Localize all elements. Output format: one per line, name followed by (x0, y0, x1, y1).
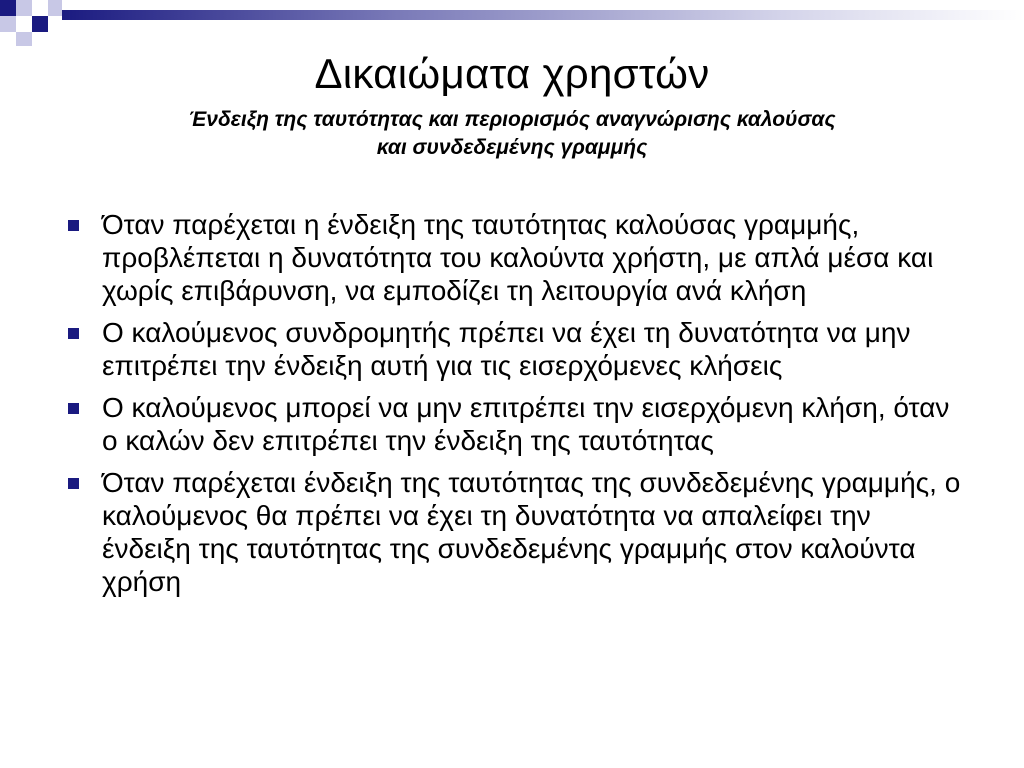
bullet-text: Ο καλούμενος μπορεί να μην επιτρέπει την εισερχόμενη κλήση, όταν ο καλών δεν επιτρέπει την ένδειξη της ταυτότητας (102, 392, 950, 456)
slide-subtitle (0, 106, 1024, 162)
subtitle-line: και συνδεδεμένης γραμμής (376, 136, 648, 159)
bullet-list (64, 208, 964, 607)
gradient-stripe (60, 10, 1024, 20)
bullet-item (64, 391, 964, 457)
top-decoration-band (0, 0, 1024, 48)
square-bullet-icon (68, 478, 79, 489)
square-bullet-icon (68, 403, 79, 414)
square-bullet-icon (68, 328, 79, 339)
bullet-text: Ο καλούμενος συνδρομητής πρέπει να έχει τη δυνατότητα να μην επιτρέπει την ένδειξη αυτή για τις εισερχόμενες κλήσεις (102, 317, 911, 381)
bullet-item (64, 208, 964, 307)
subtitle-line: Ένδειξη της ταυτότητας και περιορισμός αναγνώρισης καλούσας (188, 108, 836, 131)
bullet-item (64, 466, 964, 598)
slide-title: Δικαιώματα χρηστών (314, 50, 710, 97)
bullet-item (64, 316, 964, 382)
checkered-squares-decoration (0, 0, 62, 46)
bullet-text: Όταν παρέχεται η ένδειξη της ταυτότητας καλούσας γραμμής, προβλέπεται η δυνατότητα του καλούντα χρήστη, με απλά μέσα και χωρίς επιβάρυνση, να εμποδίζει τη λειτουργία ανά κλήση (102, 209, 934, 306)
square-bullet-icon (68, 220, 79, 231)
bullet-text: Όταν παρέχεται ένδειξη της ταυτότητας της συνδεδεμένης γραμμής, ο καλούμενος θα πρέπει να έχει τη δυνατότητα να απαλείφει την ένδειξη της ταυτότητας της συνδεδεμένης γραμμής στον καλούντα χρήση (102, 467, 961, 597)
title-block (0, 48, 1024, 162)
